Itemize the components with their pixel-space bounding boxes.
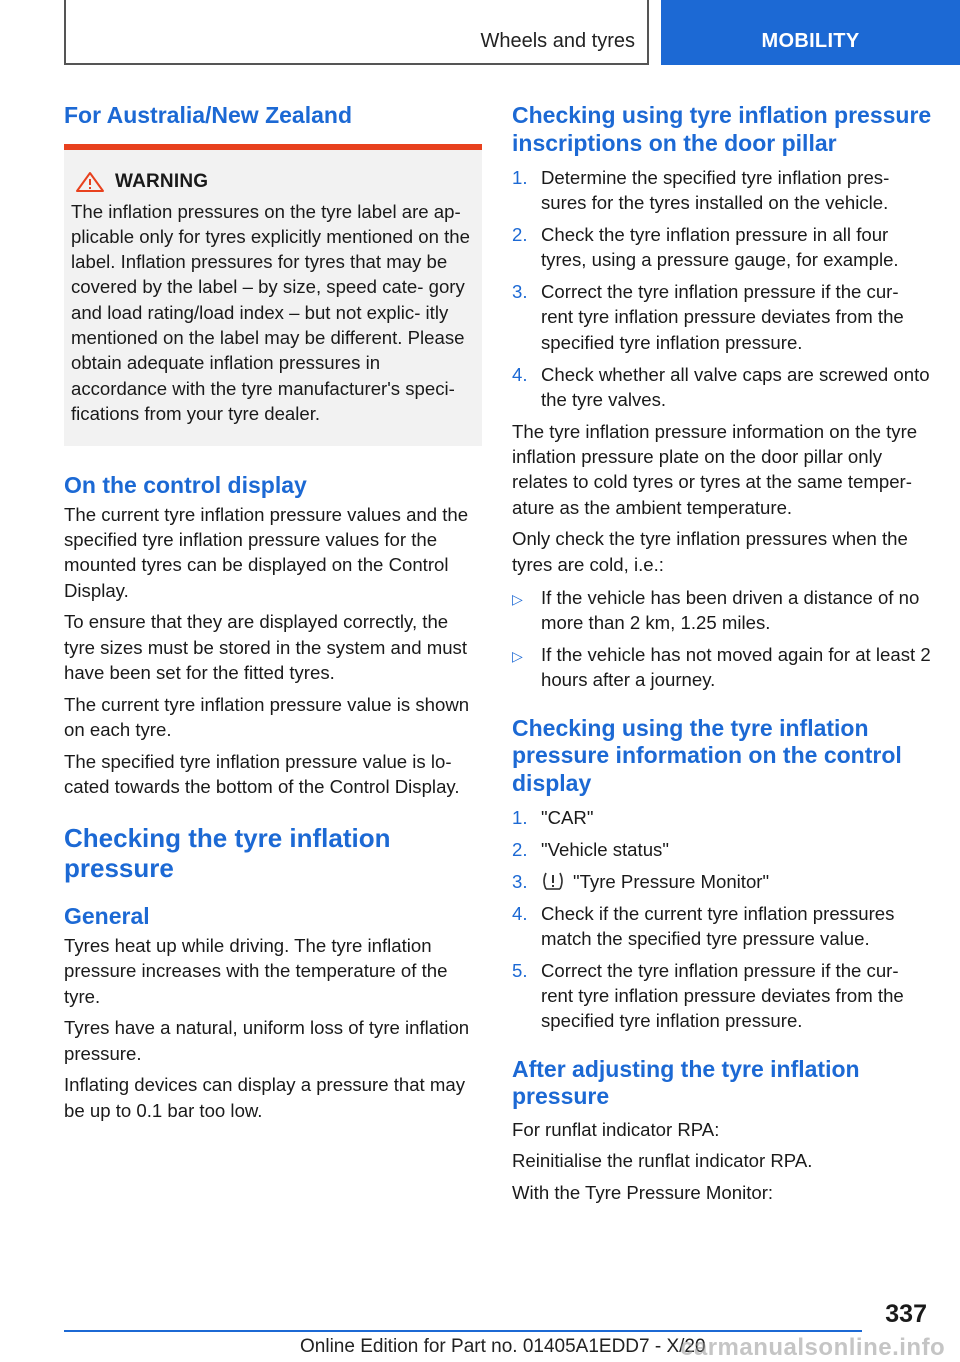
heading-control-display: On the control display [64, 472, 307, 499]
step-text: "CAR" [541, 807, 594, 829]
heading-after-adjusting: After adjusting the tyre inflation pressure [512, 1055, 860, 1110]
bullet-marker: ▷ [512, 590, 523, 607]
step-body [541, 869, 932, 894]
tyre-pressure-warning-icon [541, 871, 565, 891]
header-frame [64, 0, 649, 65]
bullet-text: If the vehicle has been driven a distance of no more than 2 km, 1.25 miles. [541, 586, 920, 634]
bullet-text: If the vehicle has not moved again for at least 2 hours after a journey. [541, 644, 931, 691]
cold-tyre-bullets [512, 585, 932, 693]
list-item [512, 805, 932, 830]
paragraph: The current tyre inflation pressure value is shown on each tyre. [64, 693, 470, 741]
door-pillar-steps [512, 165, 932, 412]
list-item [512, 958, 932, 1034]
step-text: "Tyre Pressure Monitor" [573, 870, 770, 892]
warning-header [71, 171, 472, 193]
step-number: 5. [512, 959, 528, 981]
paragraph: For runflat indicator RPA: [512, 1118, 720, 1140]
paragraph: The current tyre inflation pressure values and the specified tyre inflation pressure values for the mounted tyres can be displayed on the Control Display. [64, 503, 469, 601]
heading-checking-pressure: Checking the tyre inflation pressure [64, 823, 391, 884]
step-number: 3. [512, 281, 528, 303]
watermark: carmanualsonline.info [680, 1334, 946, 1361]
step-number: 4. [512, 363, 528, 385]
step-number: 1. [512, 167, 528, 188]
heading-general: General [64, 903, 150, 930]
step-text: Determine the specified tyre inflation pres- sures for the tyres installed on the vehicle. [541, 167, 890, 214]
list-item [512, 837, 932, 862]
warning-box [64, 144, 482, 447]
step-number: 2. [512, 838, 528, 860]
control-display-steps [512, 805, 932, 1033]
paragraph: To ensure that they are displayed correctly, the tyre sizes must be stored in the system and must have been set for the fitted tyres. [64, 611, 468, 683]
paragraph: Tyres have a natural, uniform loss of tyre inflation pressure. [64, 1017, 470, 1064]
step-text: Check whether all valve caps are screwed onto the tyre valves. [541, 363, 930, 410]
list-item [512, 279, 932, 355]
left-column [64, 100, 482, 1123]
paragraph: Only check the tyre inflation pressures when the tyres are cold, i.e.: [512, 528, 908, 575]
list-item [512, 585, 932, 636]
step-text: Check if the current tyre inflation pressures match the specified tyre pressure value. [541, 902, 895, 949]
step-number: 1. [512, 807, 528, 829]
warning-triangle-icon [75, 171, 105, 193]
heading-door-pillar: Checking using tyre inflation pressure inscriptions on the door pillar [512, 102, 932, 156]
page-number: 337 [885, 1300, 927, 1328]
list-item [512, 901, 932, 952]
list-item [512, 165, 932, 216]
chapter-tab[interactable] [661, 0, 960, 65]
step-text: Correct the tyre inflation pressure if the cur- rent tyre inflation pressure deviates from the specified tyre inflation pressure. [541, 281, 904, 353]
paragraph: The specified tyre inflation pressure value is lo- cated towards the bottom of the Control Display. [64, 750, 460, 798]
chapter-tab-label: MOBILITY [761, 30, 860, 52]
paragraph: The tyre inflation pressure information on the tyre inflation pressure plate on the door pillar only relates to cold tyres or tyres at the same temper- ature as the ambient temperature. [512, 420, 918, 518]
paragraph: Tyres heat up while driving. The tyre inflation pressure increases with the temperature of the tyre. [64, 934, 448, 1007]
step-text: Correct the tyre inflation pressure if the cur- rent tyre inflation pressure deviates from the specified tyre inflation pressure. [541, 959, 904, 1032]
edition-text: Online Edition for Part no. 01405A1EDD7 - X/20 [300, 1336, 706, 1357]
step-number: 2. [512, 224, 528, 246]
paragraph: Inflating devices can display a pressure that may be up to 0.1 bar too low. [64, 1074, 466, 1121]
step-number: 3. [512, 870, 528, 892]
step-text: Check the tyre inflation pressure in all four tyres, using a pressure gauge, for example. [541, 224, 899, 271]
paragraph: With the Tyre Pressure Monitor: [512, 1182, 774, 1204]
right-column [512, 100, 932, 1205]
heading-control-display-check: Checking using the tyre inflation pressure information on the control display [512, 714, 902, 796]
list-item [512, 362, 932, 413]
list-item [512, 642, 932, 693]
warning-label: WARNING [115, 170, 209, 192]
bullet-marker: ▷ [512, 648, 523, 665]
warning-text: The inflation pressures on the tyre label are ap- plicable only for tyres explicitly mentioned on the label. Inflation pressures for tyres that may be covered by the label – by size, speed cate- gory and load rating/load index – but not explic- itly mentioned on the label may be different. Please obtain adequate inflation pressures in accordance with the tyre manufacturer's speci- fications from your tyre dealer. [71, 200, 470, 424]
list-item [512, 222, 932, 273]
heading-australia-nz: For Australia/New Zealand [64, 102, 352, 128]
section-title: Wheels and tyres [480, 30, 635, 52]
step-number: 4. [512, 902, 528, 924]
list-item [512, 869, 932, 894]
footer-divider [64, 1330, 862, 1332]
step-text: "Vehicle status" [541, 838, 669, 860]
paragraph: Reinitialise the runflat indicator RPA. [512, 1150, 813, 1172]
